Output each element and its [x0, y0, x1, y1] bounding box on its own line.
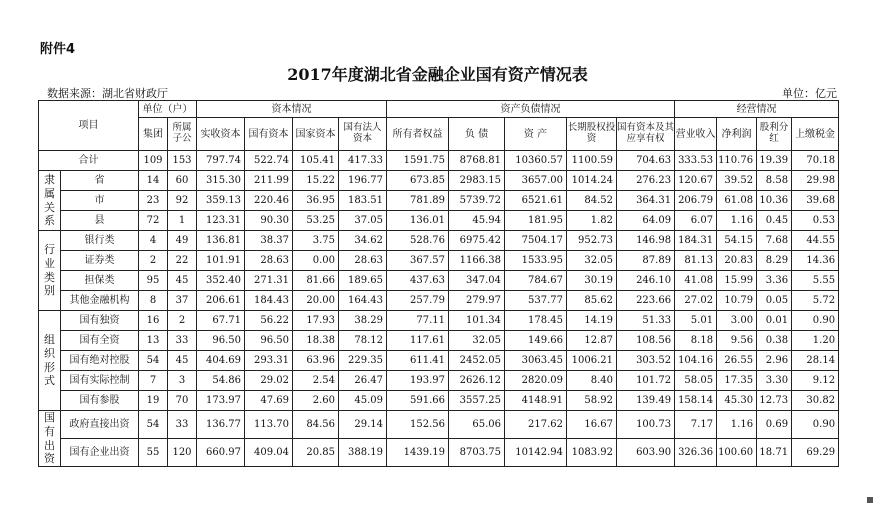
table-cell: 136.01	[387, 211, 449, 231]
table-cell: 101.72	[617, 371, 675, 391]
table-cell: 19	[139, 391, 168, 411]
table-cell: 6.07	[675, 211, 717, 231]
table-cell: 15.99	[717, 271, 757, 291]
table-cell: 49	[168, 231, 197, 251]
table-cell: 409.04	[245, 439, 293, 467]
table-cell: 38.29	[339, 311, 387, 331]
table-cell: 47.69	[245, 391, 293, 411]
col-header: 实收资本	[197, 118, 245, 151]
col-header: 资 产	[505, 118, 567, 151]
table-cell: 72	[139, 211, 168, 231]
table-cell: 271.31	[245, 271, 293, 291]
table-cell: 17.35	[717, 371, 757, 391]
table-cell: 388.19	[339, 439, 387, 467]
row-group-label: 行 业 类 别	[39, 231, 61, 311]
table-cell: 29.14	[339, 411, 387, 439]
table-cell: 67.71	[197, 311, 245, 331]
table-cell: 28.63	[245, 251, 293, 271]
table-cell: 16	[139, 311, 168, 331]
page-title: 2017年度湖北省金融企业国有资产情况表	[287, 65, 588, 84]
table-cell: 537.77	[505, 291, 567, 311]
table-cell: 58.92	[567, 391, 617, 411]
table-cell: 152.56	[387, 411, 449, 439]
table-cell: 229.35	[339, 351, 387, 371]
table-cell: 8703.75	[449, 439, 505, 467]
table-cell: 45.09	[339, 391, 387, 411]
table-cell: 32.05	[449, 331, 505, 351]
table-cell: 45.30	[717, 391, 757, 411]
table-row	[39, 251, 839, 271]
table-cell: 10360.57	[505, 151, 567, 171]
col-header: 集团	[139, 118, 168, 151]
table-cell: 34.62	[339, 231, 387, 251]
table-cell: 78.12	[339, 331, 387, 351]
col-header: 国有资本	[245, 118, 293, 151]
table-cell: 39.52	[717, 171, 757, 191]
table-cell: 347.04	[449, 271, 505, 291]
table-cell: 53.25	[293, 211, 339, 231]
table-cell: 10142.94	[505, 439, 567, 467]
asset-table	[38, 100, 839, 467]
table-cell: 1.82	[567, 211, 617, 231]
table-cell: 173.97	[197, 391, 245, 411]
table-cell: 56.22	[245, 311, 293, 331]
table-cell: 1083.92	[567, 439, 617, 467]
table-cell: 136.81	[197, 231, 245, 251]
table-cell: 7	[139, 371, 168, 391]
table-cell: 591.66	[387, 391, 449, 411]
table-cell: 181.95	[505, 211, 567, 231]
table-cell: 2	[139, 251, 168, 271]
table-cell: 32.05	[567, 251, 617, 271]
table-cell: 84.52	[567, 191, 617, 211]
table-cell: 38.37	[245, 231, 293, 251]
table-cell: 367.57	[387, 251, 449, 271]
col-header: 负 债	[449, 118, 505, 151]
table-cell: 64.09	[617, 211, 675, 231]
table-cell: 54	[139, 351, 168, 371]
table-cell: 58.05	[675, 371, 717, 391]
table-cell: 223.66	[617, 291, 675, 311]
row-label: 国有绝对控股	[61, 351, 139, 371]
data-source: 数据来源：湖北省财政厅	[47, 87, 168, 100]
table-cell: 153	[168, 151, 197, 171]
table-row	[39, 351, 839, 371]
table-cell: 44.55	[792, 231, 839, 251]
table-cell: 149.66	[505, 331, 567, 351]
col-header: 国有资本及其应享有权	[617, 118, 675, 151]
table-cell: 183.51	[339, 191, 387, 211]
header-group-balance: 资产负债情况	[387, 101, 675, 118]
table-cell: 146.98	[617, 231, 675, 251]
col-header: 所属子公	[168, 118, 197, 151]
table-cell: 673.85	[387, 171, 449, 191]
table-cell: 189.65	[339, 271, 387, 291]
table-cell: 81.66	[293, 271, 339, 291]
table-row	[39, 191, 839, 211]
header-group-operation: 经营情况	[675, 101, 839, 118]
table-cell: 660.97	[197, 439, 245, 467]
table-cell: 54.86	[197, 371, 245, 391]
table-cell: 164.43	[339, 291, 387, 311]
table-cell: 17.93	[293, 311, 339, 331]
table-cell: 0.53	[792, 211, 839, 231]
table-cell: 70	[168, 391, 197, 411]
table-cell: 7.17	[675, 411, 717, 439]
table-cell: 20.00	[293, 291, 339, 311]
table-cell: 528.76	[387, 231, 449, 251]
table-cell: 3.75	[293, 231, 339, 251]
table-cell: 404.69	[197, 351, 245, 371]
table-cell: 5.01	[675, 311, 717, 331]
table-cell: 108.56	[617, 331, 675, 351]
row-group-label: 国 有 出 资	[39, 411, 61, 467]
table-cell: 63.96	[293, 351, 339, 371]
table-cell: 16.67	[567, 411, 617, 439]
table-cell: 4148.91	[505, 391, 567, 411]
table-cell: 37.05	[339, 211, 387, 231]
table-cell: 65.06	[449, 411, 505, 439]
table-cell: 2626.12	[449, 371, 505, 391]
row-label: 国有企业出资	[61, 439, 139, 467]
table-cell: 7504.17	[505, 231, 567, 251]
table-cell: 5739.72	[449, 191, 505, 211]
table-cell: 136.77	[197, 411, 245, 439]
table-cell: 51.33	[617, 311, 675, 331]
unit-label: 单位：亿元	[782, 87, 837, 100]
table-row	[39, 371, 839, 391]
attachment-label: 附件4	[40, 42, 76, 57]
table-cell: 69.29	[792, 439, 839, 467]
table-cell: 26.55	[717, 351, 757, 371]
table-cell: 33	[168, 331, 197, 351]
table-cell: 123.31	[197, 211, 245, 231]
table-cell: 0.01	[757, 311, 792, 331]
table-cell: 364.31	[617, 191, 675, 211]
table-cell: 117.61	[387, 331, 449, 351]
table-cell: 14	[139, 171, 168, 191]
table-cell: 184.43	[245, 291, 293, 311]
table-cell: 6975.42	[449, 231, 505, 251]
table-cell: 1591.75	[387, 151, 449, 171]
table-cell: 29.98	[792, 171, 839, 191]
table-cell: 0.05	[757, 291, 792, 311]
table-cell: 784.67	[505, 271, 567, 291]
table-cell: 45	[168, 351, 197, 371]
table-cell: 333.53	[675, 151, 717, 171]
table-cell: 70.18	[792, 151, 839, 171]
table-cell: 12.87	[567, 331, 617, 351]
table-cell: 39.68	[792, 191, 839, 211]
table-cell: 246.10	[617, 271, 675, 291]
table-cell: 2	[168, 311, 197, 331]
table-cell: 19.39	[757, 151, 792, 171]
table-cell: 303.52	[617, 351, 675, 371]
row-group-label: 组 织 形 式	[39, 311, 61, 411]
table-cell: 113.70	[245, 411, 293, 439]
table-cell: 8.18	[675, 331, 717, 351]
table-cell: 1533.95	[505, 251, 567, 271]
table-cell: 797.74	[197, 151, 245, 171]
table-cell: 105.41	[293, 151, 339, 171]
table-cell: 1166.38	[449, 251, 505, 271]
table-cell: 257.79	[387, 291, 449, 311]
table-cell: 193.97	[387, 371, 449, 391]
table-row	[39, 391, 839, 411]
table-cell: 781.89	[387, 191, 449, 211]
table-cell: 8.29	[757, 251, 792, 271]
table-cell: 293.31	[245, 351, 293, 371]
table-cell: 18.38	[293, 331, 339, 351]
row-label: 银行类	[61, 231, 139, 251]
col-header: 营业收入	[675, 118, 717, 151]
table-cell: 7.68	[757, 231, 792, 251]
table-cell: 4	[139, 231, 168, 251]
table-cell: 1	[168, 211, 197, 231]
table-cell: 1.20	[792, 331, 839, 351]
table-cell: 2983.15	[449, 171, 505, 191]
table-cell: 101.34	[449, 311, 505, 331]
table-cell: 1.16	[717, 211, 757, 231]
table-cell: 26.47	[339, 371, 387, 391]
table-cell: 8768.81	[449, 151, 505, 171]
table-cell: 279.97	[449, 291, 505, 311]
table-cell: 60	[168, 171, 197, 191]
table-cell: 104.16	[675, 351, 717, 371]
table-cell: 45.94	[449, 211, 505, 231]
header-group-units: 单位（户）	[139, 101, 197, 118]
table-cell: 217.62	[505, 411, 567, 439]
table-cell: 5.72	[792, 291, 839, 311]
table-cell: 3.30	[757, 371, 792, 391]
table-cell: 0.90	[792, 311, 839, 331]
table-cell: 92	[168, 191, 197, 211]
table-cell: 0.38	[757, 331, 792, 351]
table-cell: 206.61	[197, 291, 245, 311]
header-group-capital: 资本情况	[197, 101, 387, 118]
table-cell: 3557.25	[449, 391, 505, 411]
table-cell: 15.22	[293, 171, 339, 191]
table-cell: 704.63	[617, 151, 675, 171]
row-group-label: 隶 属 关 系	[39, 171, 61, 231]
row-label: 国有全资	[61, 331, 139, 351]
table-cell: 1.16	[717, 411, 757, 439]
table-cell: 0.00	[293, 251, 339, 271]
table-cell: 2820.09	[505, 371, 567, 391]
table-cell: 23	[139, 191, 168, 211]
table-cell: 120.67	[675, 171, 717, 191]
col-header: 上缴税金	[792, 118, 839, 151]
table-cell: 95	[139, 271, 168, 291]
table-cell: 10.36	[757, 191, 792, 211]
row-label: 省	[61, 171, 139, 191]
header-item: 项目	[39, 101, 139, 151]
table-cell: 41.08	[675, 271, 717, 291]
table-cell: 0.69	[757, 411, 792, 439]
table-cell: 100.73	[617, 411, 675, 439]
table-cell: 2452.05	[449, 351, 505, 371]
table-row	[39, 331, 839, 351]
table-cell: 109	[139, 151, 168, 171]
table-cell: 110.76	[717, 151, 757, 171]
table-cell: 9.12	[792, 371, 839, 391]
table-cell: 0.90	[792, 411, 839, 439]
row-label: 国有独资	[61, 311, 139, 331]
col-header: 股利分红	[757, 118, 792, 151]
row-label: 合计	[39, 151, 139, 171]
table-row	[39, 211, 839, 231]
table-cell: 437.63	[387, 271, 449, 291]
table-row	[39, 439, 839, 467]
table-cell: 220.46	[245, 191, 293, 211]
table-cell: 522.74	[245, 151, 293, 171]
table-cell: 196.77	[339, 171, 387, 191]
table-cell: 61.08	[717, 191, 757, 211]
col-header: 净利润	[717, 118, 757, 151]
row-label: 市	[61, 191, 139, 211]
table-cell: 28.14	[792, 351, 839, 371]
table-cell: 3.36	[757, 271, 792, 291]
table-cell: 100.60	[717, 439, 757, 467]
table-row	[39, 411, 839, 439]
table-cell: 8.58	[757, 171, 792, 191]
table-cell: 3063.45	[505, 351, 567, 371]
table-cell: 0.45	[757, 211, 792, 231]
row-label: 担保类	[61, 271, 139, 291]
table-cell: 3657.00	[505, 171, 567, 191]
table-cell: 1006.21	[567, 351, 617, 371]
table-cell: 1100.59	[567, 151, 617, 171]
table-cell: 611.41	[387, 351, 449, 371]
table-cell: 45	[168, 271, 197, 291]
table-cell: 85.62	[567, 291, 617, 311]
table-cell: 20.83	[717, 251, 757, 271]
row-label: 国有实际控制	[61, 371, 139, 391]
col-header: 长期股权投资	[567, 118, 617, 151]
table-cell: 1439.19	[387, 439, 449, 467]
table-cell: 276.23	[617, 171, 675, 191]
table-cell: 81.13	[675, 251, 717, 271]
table-cell: 13	[139, 331, 168, 351]
table-cell: 33	[168, 411, 197, 439]
table-cell: 139.49	[617, 391, 675, 411]
table-row	[39, 311, 839, 331]
table-cell: 359.13	[197, 191, 245, 211]
table-cell: 37	[168, 291, 197, 311]
table-row	[39, 291, 839, 311]
table-cell: 14.36	[792, 251, 839, 271]
table-cell: 90.30	[245, 211, 293, 231]
table-cell: 211.99	[245, 171, 293, 191]
table-cell: 603.90	[617, 439, 675, 467]
table-cell: 30.19	[567, 271, 617, 291]
table-cell: 3	[168, 371, 197, 391]
col-header: 所有者权益	[387, 118, 449, 151]
table-cell: 2.96	[757, 351, 792, 371]
table-cell: 178.45	[505, 311, 567, 331]
page-edge-mark	[867, 497, 873, 503]
table-cell: 8.40	[567, 371, 617, 391]
table-cell: 96.50	[245, 331, 293, 351]
table-cell: 326.36	[675, 439, 717, 467]
table-cell: 27.02	[675, 291, 717, 311]
table-body	[39, 151, 839, 467]
table-cell: 36.95	[293, 191, 339, 211]
table-row	[39, 171, 839, 191]
row-label: 县	[61, 211, 139, 231]
table-cell: 54.15	[717, 231, 757, 251]
table-cell: 30.82	[792, 391, 839, 411]
table-cell: 54	[139, 411, 168, 439]
table-cell: 28.63	[339, 251, 387, 271]
table-cell: 10.79	[717, 291, 757, 311]
row-label: 其他金融机构	[61, 291, 139, 311]
table-cell: 315.30	[197, 171, 245, 191]
table-cell: 158.14	[675, 391, 717, 411]
table-row	[39, 151, 839, 171]
col-header: 国家资本	[293, 118, 339, 151]
table-row	[39, 231, 839, 251]
table-cell: 120	[168, 439, 197, 467]
table-cell: 952.73	[567, 231, 617, 251]
table-cell: 55	[139, 439, 168, 467]
table-cell: 84.56	[293, 411, 339, 439]
table-cell: 417.33	[339, 151, 387, 171]
table-cell: 20.85	[293, 439, 339, 467]
table-row	[39, 271, 839, 291]
row-label: 证券类	[61, 251, 139, 271]
table-cell: 1014.24	[567, 171, 617, 191]
row-label: 政府直接出资	[61, 411, 139, 439]
col-header: 国有法人资本	[339, 118, 387, 151]
table-cell: 2.60	[293, 391, 339, 411]
table-cell: 14.19	[567, 311, 617, 331]
table-cell: 101.91	[197, 251, 245, 271]
table-cell: 9.56	[717, 331, 757, 351]
table-cell: 22	[168, 251, 197, 271]
table-cell: 184.31	[675, 231, 717, 251]
table-cell: 2.54	[293, 371, 339, 391]
table-cell: 5.55	[792, 271, 839, 291]
table-cell: 8	[139, 291, 168, 311]
table-cell: 87.89	[617, 251, 675, 271]
table-cell: 18.71	[757, 439, 792, 467]
row-label: 国有参股	[61, 391, 139, 411]
table-cell: 206.79	[675, 191, 717, 211]
table-cell: 6521.61	[505, 191, 567, 211]
table-cell: 29.02	[245, 371, 293, 391]
table-cell: 12.73	[757, 391, 792, 411]
table-cell: 3.00	[717, 311, 757, 331]
table-cell: 77.11	[387, 311, 449, 331]
table-cell: 352.40	[197, 271, 245, 291]
table-cell: 96.50	[197, 331, 245, 351]
